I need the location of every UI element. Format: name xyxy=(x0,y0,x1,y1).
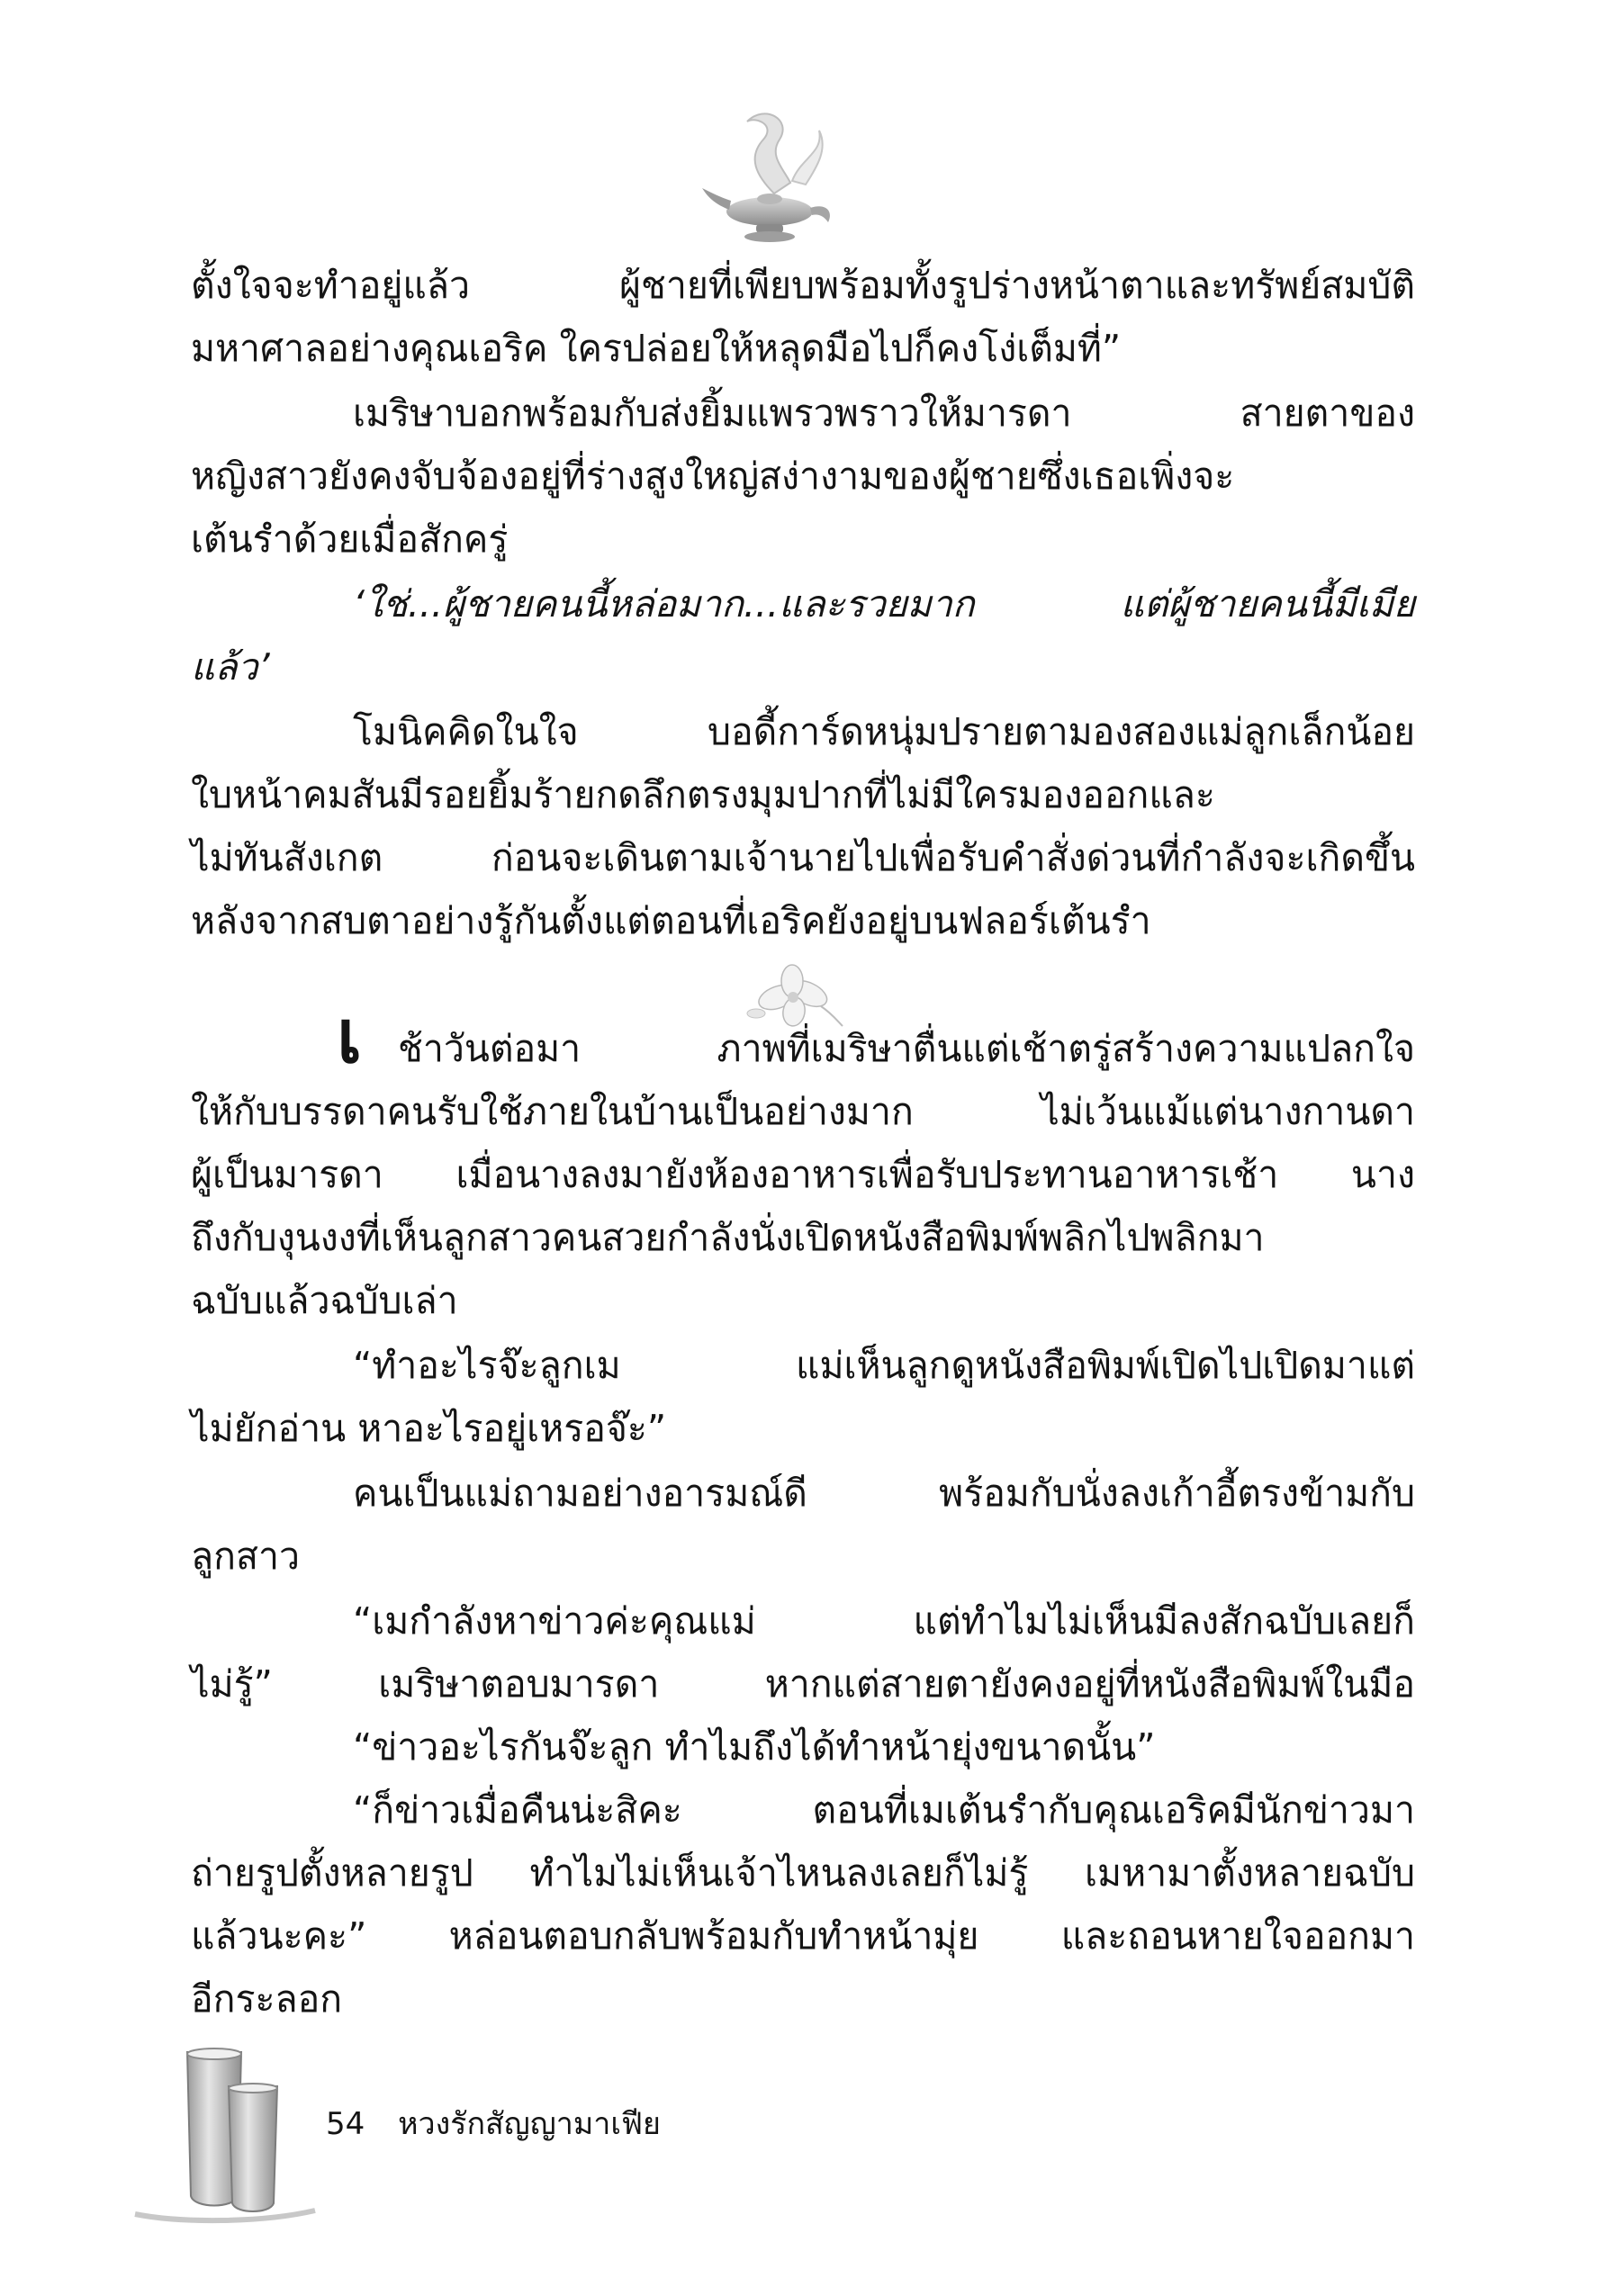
text-line: คนเป็นแม่ถามอย่างอารมณ์ดี พร้อมกับนั่งลงเก้าอี้ตรงข้ามกับ xyxy=(353,1472,1415,1515)
text-line: ไม่รู้” เมริษาตอบมารดา หากแต่สายตายังคงอยู่ที่หนังสือพิมพ์ในมือ xyxy=(191,1662,1415,1706)
drop-cap: เ xyxy=(337,994,363,1080)
text-line: “ทำอะไรจ๊ะลูกเม แม่เห็นลูกดูหนังสือพิมพ์เปิดไปเปิดมาแต่ xyxy=(353,1344,1415,1387)
book-title: หวงรักสัญญามาเฟีย xyxy=(398,2106,661,2142)
text-line: มหาศาลอย่างคุณเอริค ใครปล่อยให้หลุดมือไปก็คงโง่เต็มที่” xyxy=(191,327,1122,370)
text-line: เมริษาบอกพร้อมกับส่งยิ้มแพรวพราวให้มารดา สายตาของ xyxy=(353,392,1415,435)
text-line: ไม่ยักอ่าน หาอะไรอยู่เหรอจ๊ะ” xyxy=(191,1407,667,1450)
text-line: โมนิคคิดในใจ บอดี้การ์ดหนุ่มปรายตามองสองแม่ลูกเล็กน้อย xyxy=(353,710,1415,753)
text-line: ‘ใช่...ผู้ชายคนนี้หล่อมาก...และรวยมาก แต่ผู้ชายคนนี้มีเมีย xyxy=(353,582,1415,626)
text-line: “ก็ข่าวเมื่อคืนน่ะสิคะ ตอนที่เมเต้นรำกับคุณเอริคมีนักข่าวมา xyxy=(353,1788,1415,1832)
text-line: แล้ว’ xyxy=(191,645,270,689)
text-line: ผู้เป็นมารดา เมื่อนางลงมายังห้องอาหารเพื่อรับประทานอาหารเช้า นาง xyxy=(191,1153,1415,1196)
text-line: ฉบับแล้วฉบับเล่า xyxy=(191,1279,458,1322)
text-line: ช้าวันต่อมา ภาพที่เมริษาตื่นแต่เช้าตรู่สร้างความแปลกใจ xyxy=(398,1027,1415,1070)
text-line: ไม่ทันสังเกต ก่อนจะเดินตามเจ้านายไปเพื่อรับคำสั่งด่วนที่กำลังจะเกิดขึ้น xyxy=(191,836,1415,879)
page-number: 54 xyxy=(326,2106,365,2142)
text-line: ลูกสาว xyxy=(191,1535,301,1578)
text-line: หลังจากสบตาอย่างรู้กันตั้งแต่ตอนที่เอริคยังอยู่บนฟลอร์เต้นรำ xyxy=(191,899,1151,942)
text-line: ถึงกับงุนงงที่เห็นลูกสาวคนสวยกำลังนั่งเปิดหนังสือพิมพ์พลิกไปพลิกมา xyxy=(191,1216,1265,1259)
flower-icon xyxy=(738,961,846,1033)
text-line: “เมกำลังหาข่าวค่ะคุณแม่ แต่ทำไมไม่เห็นมีลงสักฉบับเลยก็ xyxy=(353,1599,1415,1643)
page-footer xyxy=(326,2097,684,2151)
text-line: เต้นรำด้วยเมื่อสักครู่ xyxy=(191,518,509,561)
text-line: หญิงสาวยังคงจับจ้องอยู่ที่ร่างสูงใหญ่สง่างามของผู้ชายซึ่งเธอเพิ่งจะ xyxy=(191,455,1235,498)
text-line: แล้วนะคะ” หล่อนตอบกลับพร้อมกับทำหน้ามุ่ย และถอนหายใจออกมา xyxy=(191,1914,1415,1958)
genie-lamp-icon xyxy=(693,104,846,257)
milk-glasses-icon xyxy=(126,2043,324,2232)
text-line: “ข่าวอะไรกันจ๊ะลูก ทำไมถึงได้ทำหน้ายุ่งขนาดนั้น” xyxy=(353,1725,1156,1769)
text-line: ตั้งใจจะทำอยู่แล้ว ผู้ชายที่เพียบพร้อมทั้งรูปร่างหน้าตาและทรัพย์สมบัติ xyxy=(191,264,1415,307)
text-line: ให้กับบรรดาคนรับใช้ภายในบ้านเป็นอย่างมาก ไม่เว้นแม้แต่นางกานดา xyxy=(191,1090,1415,1133)
text-line: ถ่ายรูปตั้งหลายรูป ทำไมไม่เห็นเจ้าไหนลงเลยก็ไม่รู้ เมหามาตั้งหลายฉบับ xyxy=(191,1851,1415,1895)
text-line: อีกระลอก xyxy=(191,1977,343,2021)
text-line: ใบหน้าคมสันมีรอยยิ้มร้ายกดลึกตรงมุมปากที่ไม่มีใครมองออกและ xyxy=(191,773,1215,816)
